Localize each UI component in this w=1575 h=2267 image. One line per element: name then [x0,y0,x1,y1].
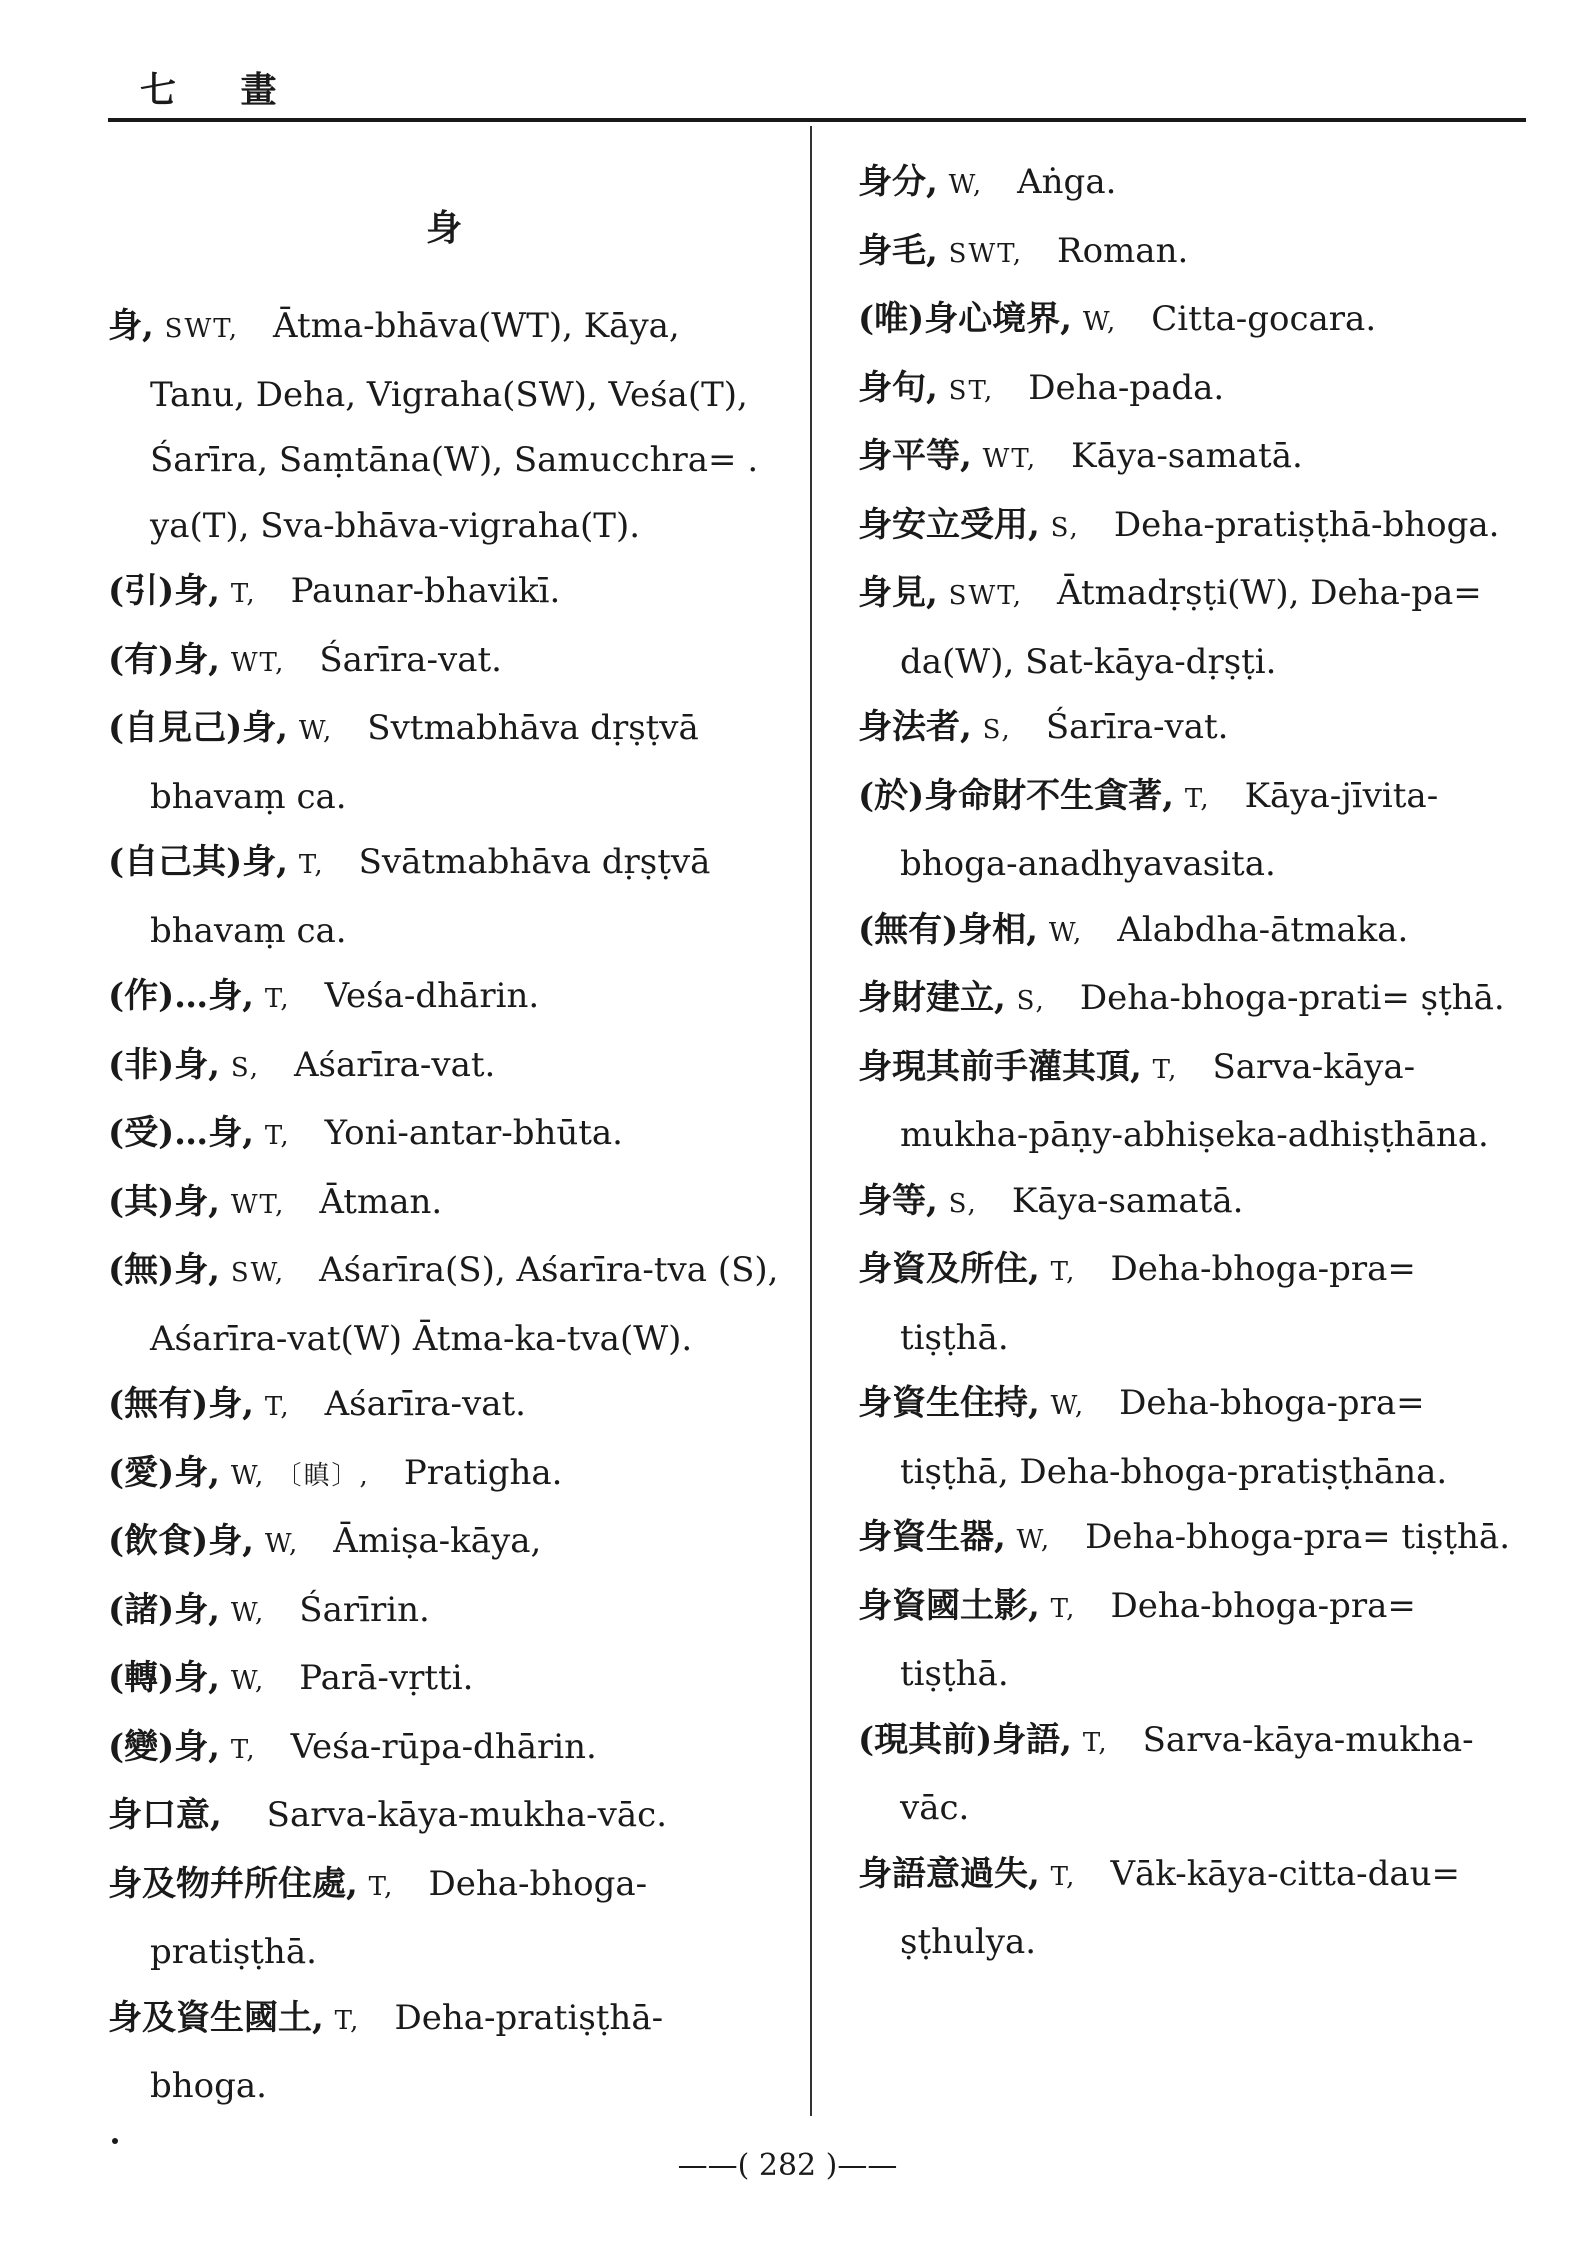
entry-sanskrit: Deha-bhoga-prati= ṣṭhā. [1079,978,1505,1018]
entry-sanskrit: Āmiṣa-kāya, [333,1521,542,1561]
entry-sanskrit: Deha-pada. [1028,367,1225,408]
dictionary-entry [858,1842,1526,1976]
dictionary-entry [108,964,780,1033]
entry-headword: 身安立受用, [858,504,1040,545]
dictionary-entry [108,1170,780,1239]
entry-source-codes: SWT, [948,238,1023,269]
entry-source-codes: S, [982,715,1012,745]
entry-sanskrit: Deha-pratiṣṭhā-bhoga. [150,1997,664,2106]
entry-headword: (無)身, [108,1250,221,1290]
dictionary-entry [108,1986,780,2120]
entry-source-codes: SWT, [164,314,239,344]
entry-source-codes: T, [230,579,257,609]
entry-sanskrit: Deha-bhoga-pra= tiṣṭhā. [900,1585,1416,1694]
dictionary-entry [858,356,1526,425]
entry-sanskrit: Parā-vṛtti. [299,1658,474,1698]
entry-headword: (於)身命財不生貪著, [858,775,1175,816]
dictionary-entry [108,1101,780,1170]
entry-sanskrit: Aśarīra(S), Aśarīra-tva (S), Aśarīra-vat(W) Ātma-ka-tva(W). [150,1250,779,1359]
dictionary-entry [858,1169,1526,1238]
entry-source-codes: W, [230,1597,266,1628]
entry-source-codes: W, [1048,917,1084,948]
entry-headword: (受)…身, [108,1113,255,1153]
entry-headword: (無有)身, [108,1384,255,1424]
entry-sanskrit: Paunar-bhavikī. [290,571,561,611]
entry-source-codes: T, [1050,1861,1077,1892]
entry-headword: 身, [108,306,154,346]
dictionary-entry [858,424,1526,493]
entry-sanskrit: Kāya-jīvita-bhoga-anadhyavasita. [900,775,1439,884]
entry-sanskrit: Kāya-samatā. [1071,436,1303,476]
entry-source-codes: W, [1016,1525,1052,1555]
dictionary-entry [108,1578,780,1647]
left-column [108,150,780,2120]
dictionary-entry [858,1505,1526,1574]
dictionary-entry [858,764,1526,898]
entry-source-codes: W, [298,716,334,746]
dictionary-entry [858,966,1526,1035]
entry-headword: (唯)身心境界, [858,299,1073,339]
entry-source-codes: S, [1050,512,1080,543]
entry-sanskrit: Vāk-kāya-citta-dau= ṣṭhulya. [900,1853,1461,1962]
entry-sanskrit: Sarva-kāya-mukha-pāṇy-abhiṣeka-adhiṣṭhāna. [900,1046,1489,1155]
entry-headword: 身資國土影, [858,1585,1040,1626]
entry-sanskrit: Ātmadṛṣṭi(W), Deha-pa= da(W), Sat-kāya-dṛṣṭi. [900,573,1482,682]
entry-source-codes: W, [230,1666,266,1696]
dictionary-entry [108,1509,780,1578]
entry-source-codes: T, [230,1734,257,1765]
entry-sanskrit: Roman. [1056,230,1189,271]
entry-headword: (有)身, [108,639,221,680]
entry-source-codes: T, [1082,1727,1109,1758]
dictionary-entry [858,287,1526,356]
entry-sanskrit: Aṅga. [1017,162,1117,202]
entry-sanskrit: Alabdha-ātmaka. [1117,909,1409,950]
dictionary-entry [108,1715,780,1784]
entry-headword: (非)身, [108,1044,221,1085]
entry-headword: 身及物幷所住處, [108,1863,358,1904]
entry-source-codes: SWT, [948,581,1023,611]
entry-headword: 身句, [858,367,938,408]
entry-headword: (作)…身, [108,976,255,1016]
entry-source-codes: W, [1050,1391,1086,1421]
entry-headword: 身資生住持, [858,1383,1040,1423]
entry-headword: (無有)身相, [858,909,1039,950]
entry-source-codes: S, [948,1188,978,1219]
entry-sanskrit: Deha-pratiṣṭhā-bhoga. [1113,504,1500,545]
entry-headword: (諸)身, [108,1589,221,1630]
entry-source-codes: W, [1082,307,1118,337]
entry-headword: 身見, [858,573,938,613]
entry-source-codes: T, [1184,783,1211,814]
entry-source-codes: T, [334,2005,361,2036]
entry-source-codes: T, [1050,1593,1077,1624]
entry-sanskrit: Deha-bhoga-pra= tiṣṭhā. [900,1249,1416,1358]
dictionary-entry [108,1783,780,1852]
dictionary-entry [858,1574,1526,1708]
entry-source-codes: S, [1016,986,1046,1016]
entry-sanskrit: Yoni-antar-bhūta. [324,1113,623,1153]
entry-sanskrit: Pratigha. [403,1452,563,1493]
entry-headword: (轉)身, [108,1658,221,1698]
column-divider [810,126,812,2116]
entry-source-codes: T, [1050,1257,1077,1287]
entry-source-codes: W, [948,170,984,200]
entry-headword: (自見己)身, [108,708,289,748]
entry-source-codes: T, [1152,1054,1179,1085]
entry-headword: (愛)身, [108,1452,221,1493]
entry-headword: 身財建立, [858,978,1006,1018]
dictionary-entry [858,150,1526,219]
entry-headword: 身平等, [858,436,972,476]
entry-headword: (引)身, [108,571,221,611]
entry-headword: 身法者, [858,707,972,747]
entry-sanskrit: Deha-bhoga-pra= tiṣṭhā. [1085,1517,1511,1557]
entry-source-codes: T, [264,984,291,1014]
entry-headword: 身資生器, [858,1517,1006,1557]
dictionary-entry [858,1371,1526,1505]
entry-sanskrit: Aśarīra-vat. [324,1384,526,1424]
entry-source-codes: WT, [230,647,286,678]
dictionary-entry [108,1372,780,1441]
dictionary-entry [108,1646,780,1715]
dictionary-entry [108,294,780,559]
running-header-title: 七 畫 [140,69,303,111]
entry-headword: 身毛, [858,230,938,271]
entry-headword: (飲食)身, [108,1521,255,1561]
dictionary-entry [858,1035,1526,1169]
entry-source-codes: T, [368,1871,395,1902]
entry-sanskrit: Svātmabhāva dṛṣṭvā bhavaṃ ca. [150,842,711,951]
entry-headword: 身分, [858,162,938,202]
dictionary-entry [858,1708,1526,1842]
right-entry-list [858,150,1526,1976]
dictionary-entry [108,1441,780,1510]
left-entry-list [108,294,780,2120]
entry-sanskrit: Veśa-dhārin. [324,976,540,1016]
dictionary-entry [108,628,780,697]
entry-sanskrit: Deha-bhoga-pra= tiṣṭhā, Deha-bhoga-pratiṣṭhāna. [900,1383,1448,1492]
dictionary-entry [858,219,1526,288]
entry-sanskrit: Svtmabhāva dṛṣṭvā bhavaṃ ca. [150,708,699,817]
dictionary-entry [108,830,780,964]
page-number: ——( 282 )—— [677,2148,898,2183]
entry-sanskrit: Śarīra-vat. [1045,707,1229,747]
entry-source-codes: T, [298,850,325,880]
header-rule [108,118,1526,122]
dictionary-entry [108,1238,780,1372]
dictionary-entry [858,561,1526,695]
dictionary-entry [108,1852,780,1986]
entry-sanskrit: Sarva-kāya-mukha-vāc. [266,1795,668,1835]
entry-headword: (自己其)身, [108,842,289,882]
entry-source-codes: T, [264,1121,291,1151]
entry-headword: (其)身, [108,1181,221,1222]
entry-headword: 身資及所住, [858,1249,1040,1289]
entry-headword: (變)身, [108,1726,221,1767]
entry-source-codes: T, [264,1392,291,1422]
entry-sanskrit: Citta-gocara. [1151,299,1377,339]
dictionary-entry [858,493,1526,562]
entry-sanskrit: Deha-bhoga-pratiṣṭhā. [150,1863,648,1972]
entry-sanskrit: Śarīrin. [299,1589,430,1630]
entry-source-codes: W, 〔瞋〕, [230,1460,370,1491]
entry-headword: 身及資生國土, [108,1997,324,2038]
dictionary-entry [108,559,780,628]
entry-source-codes: WT, [230,1189,286,1220]
entry-source-codes: ST, [948,375,995,406]
dictionary-entry [108,696,780,830]
entry-sanskrit: Sarva-kāya-mukha-vāc. [900,1719,1474,1828]
section-heading: 身 [425,207,462,249]
entry-sanskrit: Śarīra-vat. [319,639,502,680]
stray-dot-mark [112,2138,118,2144]
dictionary-entry [858,1237,1526,1371]
entry-sanskrit: Kāya-samatā. [1011,1180,1244,1221]
dictionary-entry [858,695,1526,764]
entry-headword: 身口意, [108,1795,222,1835]
entry-sanskrit: Ātma-bhāva(WT), Kāya, Tanu, Deha, Vigraha(SW), Veśa(T), Śarīra, Saṃtāna(W), Samucchra= . ya(T), Sva-bhāva-vigraha(T). [150,306,759,546]
entry-source-codes: S, [230,1052,260,1083]
right-column [858,150,1526,1976]
entry-sanskrit: Ātman. [319,1181,443,1222]
entry-source-codes: WT, [982,444,1038,474]
entry-headword: (現其前)身語, [858,1719,1073,1760]
entry-source-codes: W, [264,1529,300,1559]
entry-source-codes: SW, [230,1258,286,1288]
entry-headword: 身現其前手灌其頂, [858,1046,1142,1087]
entry-headword: 身語意過失, [858,1853,1040,1894]
dictionary-entry [108,1033,780,1102]
entry-sanskrit: Veśa-rūpa-dhārin. [290,1726,597,1767]
entry-headword: 身等, [858,1180,938,1221]
dictionary-entry [858,898,1526,967]
entry-sanskrit: Aśarīra-vat. [293,1044,496,1085]
